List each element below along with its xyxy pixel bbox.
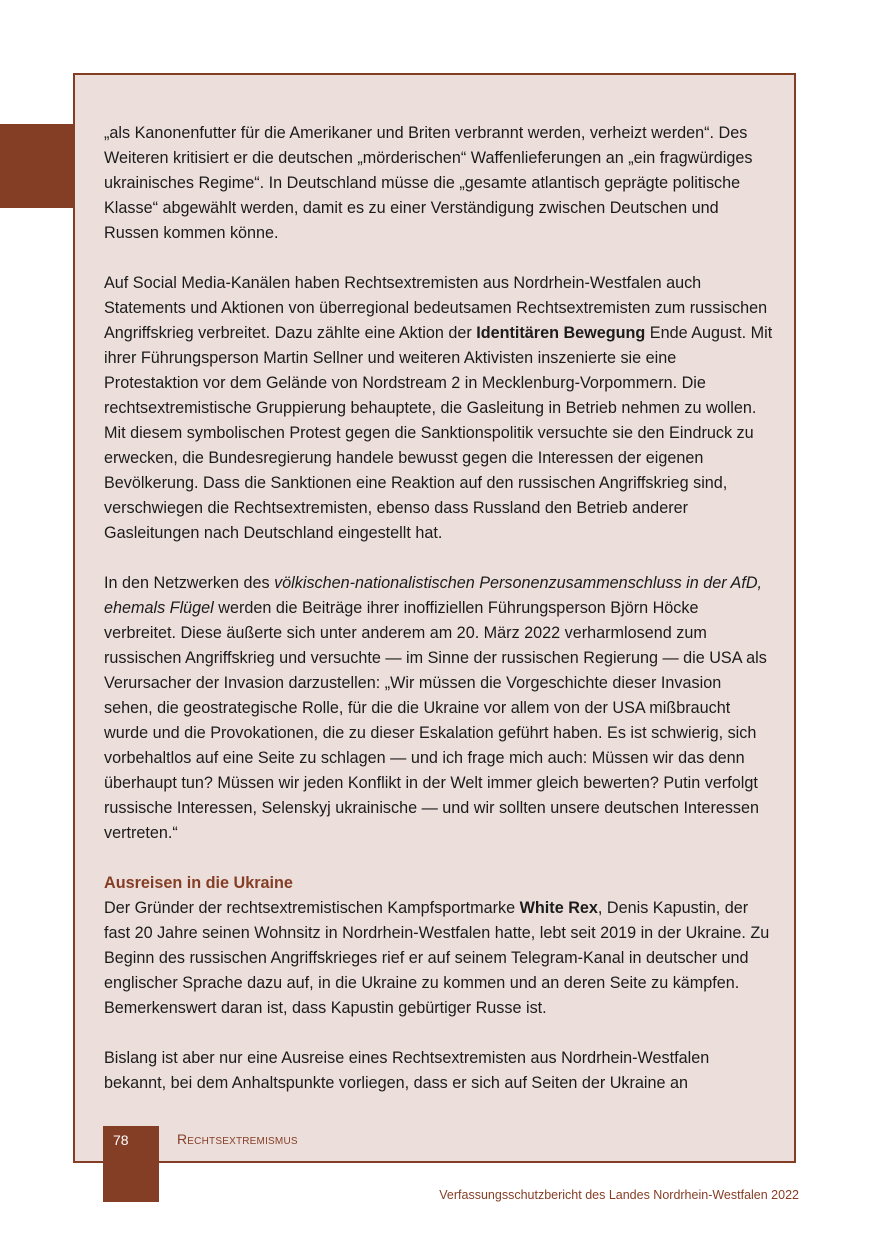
paragraph-3 (104, 571, 774, 846)
paragraph-1: „als Kanonenfutter für die Amerikaner und Briten verbrannt werden, verheizt werden“. Des Weiteren kritisiert er die deutschen „mörderischen“ Waffenlieferungen an „ein fragwürdiges ukrainisches Regime“. In Deutschland müsse die „gesamte atlantisch geprägte politische Klasse“ abgewählt werden, damit es zu einer Verständigung zwischen Deutschen und Russen kommen könne. (104, 124, 753, 242)
page-number: 78 (113, 1132, 129, 1148)
paragraph-4-text-b: , Denis Kapustin, der fast 20 Jahre seinen Wohnsitz in Nordrhein-Westfalen hatte, lebt seit 2019 in der Ukraine. Zu Beginn des russischen Angriffskrieges rief er auf seinem Telegram-Kanal in deutscher und englischer Sprache dazu auf, in die Ukraine zu kommen und an deren Seite zu kämpfen. Bemerkenswert daran ist, dass Kapustin gebürtiger Russe ist. (104, 899, 770, 1017)
running-header-chapter: Rechtsextremismus (177, 1131, 298, 1147)
paragraph-4 (104, 896, 774, 1021)
organization-name: Identitären Bewegung (476, 324, 646, 342)
paragraph-3-text-a: In den Netzwerken des (104, 574, 275, 592)
article-body (104, 121, 774, 1121)
section-heading: Ausreisen in die Ukraine (104, 874, 293, 892)
footer-publication-title: Verfassungsschutzbericht des Landes Nordrhein-Westfalen 2022 (439, 1188, 799, 1202)
paragraph-2 (104, 271, 774, 546)
paragraph-5: Bislang ist aber nur eine Ausreise eines Rechtsextremisten aus Nordrhein-Westfalen bekannt, bei dem Anhaltspunkte vorliegen, dass er sich auf Seiten der Ukraine an (104, 1049, 710, 1092)
chapter-marker-block (0, 124, 74, 208)
paragraph-3-text-b: werden die Beiträge ihrer inoffiziellen Führungsperson Björn Höcke verbreitet. Diese äußerte sich unter anderem am 20. März 2022 verharmlosend zum russischen Angriffskrieg und versuchte — im Sinne der russischen Regierung — die USA als Verursacher der Invasion darzustellen: „Wir müssen die Vorgeschichte dieser Invasion sehen, die geostrategische Rolle, für die die Ukraine vor allem von der USA mißbraucht wurde und die Provokationen, die zu dieser Eskalation geführt haben. Es ist schwierig, sich vorbehaltlos auf eine Seite zu schlagen — und ich frage mich auch: Müssen wir das denn überhaupt tun? Müssen wir jeden Konflikt in der Welt immer gleich bewerten? Putin verfolgt russische Interessen, Selenskyj ukrainische — und wir sollten unsere deutschen Interessen vertreten.“ (104, 599, 767, 842)
page-number-block (103, 1126, 159, 1202)
paragraph-4-text-a: Der Gründer der rechtsextremistischen Kampfsportmarke (104, 899, 520, 917)
paragraph-2-text-b: Ende August. Mit ihrer Führungsperson Martin Sellner und weiteren Aktivisten inszenierte sie eine Protestaktion vor dem Gelände von Nordstream 2 in Mecklenburg-Vorpommern. Die rechtsextremistische Gruppierung behauptete, die Gasleitung in Betrieb nehmen zu wollen. Mit diesem symbolischen Protest gegen die Sanktionspolitik versuchte sie den Eindruck zu erwecken, die Bundesregierung handele bewusst gegen die Interessen der eigenen Bevölkerung. Dass die Sanktionen eine Reaktion auf den russischen Angriffskrieg sind, verschwiegen die Rechtsextremisten, ebenso dass Russland den Betrieb anderer Gasleitungen nach Deutschland eingestellt hat. (104, 324, 773, 542)
group-name: völkischen-nationalistischen Personenzusammenschluss in der AfD, ehemals Flügel (104, 574, 763, 617)
brand-name: White Rex (519, 899, 598, 917)
paragraph-2-text-a: Auf Social Media-Kanälen haben Rechtsextremisten aus Nordrhein-Westfalen auch Statements und Aktionen von überregional bedeutsamen Rechtsextremisten zum russischen Angriffskrieg verbreitet. Dazu zählte eine Aktion der (104, 274, 768, 342)
